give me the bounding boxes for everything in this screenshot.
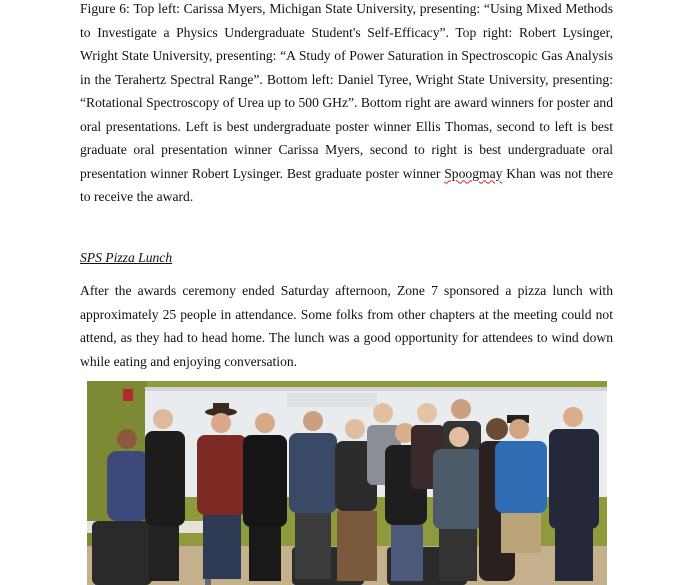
figure-caption	[80, 0, 613, 209]
group-photo	[87, 381, 607, 585]
group-photo-illustration	[87, 381, 607, 585]
section-heading: SPS Pizza Lunch	[80, 250, 173, 265]
misspelled-name: Spoogmay	[444, 165, 503, 181]
fire-alarm	[123, 389, 133, 401]
lunch-paragraph: After the awards ceremony ended Saturday afternoon, Zone 7 sponsored a pizza lunch with approximately 25 people in attendance. Some folks from other chapters at the meeting could not attend, as they had to head home. The lunch was a good opportunity for attendees to wind down while eating and enjoying conversation.	[80, 283, 613, 369]
chair	[92, 521, 152, 585]
caption-text: Figure 6: Top left: Carissa Myers, Michigan State University, presenting: “Using Mixed Methods to Investigate a Physics Undergraduate Student's Self-Efficacy”. Top right: Robert Lysinger, Wright State University, presenting: “A Study of Power Saturation in Spectroscopic Gas Analysis in the Terahertz Spectral Range”. Bottom left: Daniel Tyree, Wright State University, presenting: “Rotational Spectroscopy of Urea up to 500 GHz”. Bottom right are award winners for poster and oral presentations. Left is best undergraduate poster winner Ellis Thomas, second to left is best graduate oral presentation winner Carissa Myers, second to right is best undergraduate oral presentation winner Robert Lysinger. Best graduate poster winner	[80, 1, 613, 181]
caption-text-end: Khan was not there to receive the award.	[80, 165, 613, 204]
